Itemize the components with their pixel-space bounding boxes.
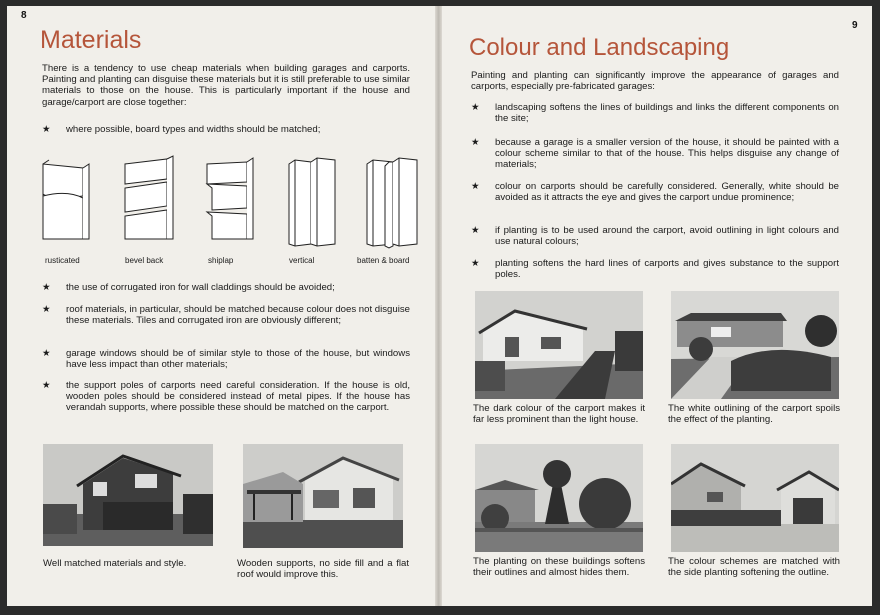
- page-number-left: 8: [21, 10, 27, 21]
- board-label-bevel-back: bevel back: [125, 256, 164, 265]
- board-label-vertical: vertical: [289, 256, 315, 265]
- caption-wooden-supports: Wooden supports, no side fill and a flat roof would improve this.: [237, 558, 409, 580]
- bullet-corrugated-iron: [42, 282, 410, 293]
- left-page: [7, 6, 435, 606]
- colour-landscaping-title: Colour and Landscaping: [469, 34, 730, 61]
- photo-wooden-supports: [243, 444, 403, 548]
- bullet-text: the use of corrugated iron for wall claddings should be avoided;: [66, 282, 335, 293]
- bullet-text: the support poles of carports need careful consideration. If the house is old, wooden poles should be considered instead of metal pipes. If the house has verandah supports, where possible these should be matched on the carport.: [66, 380, 410, 414]
- right-page: [442, 6, 872, 606]
- bullet-text: colour on carports should be carefully considered. Generally, white should be avoided as it attracts the eye and gives the carport undue prominence;: [495, 181, 839, 204]
- bullet-roof-materials: [42, 304, 410, 326]
- board-label-shiplap: shiplap: [208, 256, 234, 265]
- caption-matched-colour-schemes: The colour schemes are matched with the side planting softening the outline.: [668, 556, 840, 578]
- photo-white-outlining: [671, 291, 839, 399]
- batten-board-drawing: [367, 158, 417, 248]
- board-label-rusticated: rusticated: [45, 256, 80, 265]
- bullet-text: if planting is to be used around the carport, avoid outlining in light colours and use natural colours;: [495, 225, 839, 248]
- bevel-back-board-drawing: [125, 156, 173, 239]
- bullet-text: landscaping softens the lines of buildings and links the different components on the site;: [495, 102, 839, 125]
- colour-intro: Painting and planting can significantly improve the appearance of garages and carports, especially pre-fabricated garages:: [471, 70, 839, 93]
- caption-planting-buildings: The planting on these buildings softens their outlines and almost hides them.: [473, 556, 645, 578]
- board-label-batten-board: batten & board: [357, 256, 410, 265]
- star-icon: ★: [471, 258, 480, 269]
- page-number-right: 9: [852, 20, 858, 31]
- bullet-board-types: [42, 124, 410, 135]
- caption-dark-carport: The dark colour of the carport makes it far less prominent than the light house.: [473, 403, 645, 425]
- photo-dark-carport: [475, 291, 643, 399]
- star-icon: ★: [471, 102, 480, 113]
- bullet-text: because a garage is a smaller version of the house, it should be painted with a colour scheme similar to that of the house. This helps disguise any change of materials;: [495, 137, 839, 171]
- bullet-support-poles: [42, 380, 410, 414]
- bullet-carport-colour: [471, 181, 839, 203]
- star-icon: ★: [42, 282, 51, 293]
- star-icon: ★: [471, 137, 480, 148]
- bullet-garage-colour: [471, 137, 839, 171]
- bullet-planting-softens: [471, 258, 839, 280]
- bullet-text: roof materials, in particular, should be matched because colour does not disguise these materials. Tiles and corrugated iron are obviously different;: [66, 304, 410, 327]
- caption-matched-materials: Well matched materials and style.: [43, 558, 187, 569]
- materials-title: Materials: [40, 26, 142, 54]
- star-icon: ★: [42, 380, 51, 391]
- vertical-board-drawing: [289, 158, 335, 246]
- book-spine: [435, 6, 442, 606]
- star-icon: ★: [42, 304, 51, 315]
- rusticated-board-drawing: [43, 160, 89, 239]
- star-icon: ★: [471, 181, 480, 192]
- caption-white-outlining: The white outlining of the carport spoils the effect of the planting.: [668, 403, 840, 425]
- photo-matched-materials: [43, 444, 213, 546]
- bullet-text: where possible, board types and widths should be matched;: [66, 124, 321, 135]
- bullet-landscaping: [471, 102, 839, 124]
- star-icon: ★: [42, 124, 51, 135]
- star-icon: ★: [471, 225, 480, 236]
- photo-planting-buildings: [475, 444, 643, 552]
- board-types-illustration: [37, 154, 422, 254]
- materials-intro: There is a tendency to use cheap materials when building garages and carports. Painting and planting can disguise these materials but it is still preferable to use similar materials to those on the house. This is particularly important if the house and garage/carport are close together:: [42, 63, 410, 108]
- bullet-garage-windows: [42, 348, 410, 370]
- shiplap-board-drawing: [207, 158, 253, 239]
- star-icon: ★: [42, 348, 51, 359]
- photo-matched-colour-schemes: [671, 444, 839, 552]
- bullet-text: planting softens the hard lines of carports and gives substance to the support poles.: [495, 258, 839, 281]
- bullet-text: garage windows should be of similar style to those of the house, but windows have less impact than other materials;: [66, 348, 410, 371]
- bullet-planting-outline: [471, 225, 839, 247]
